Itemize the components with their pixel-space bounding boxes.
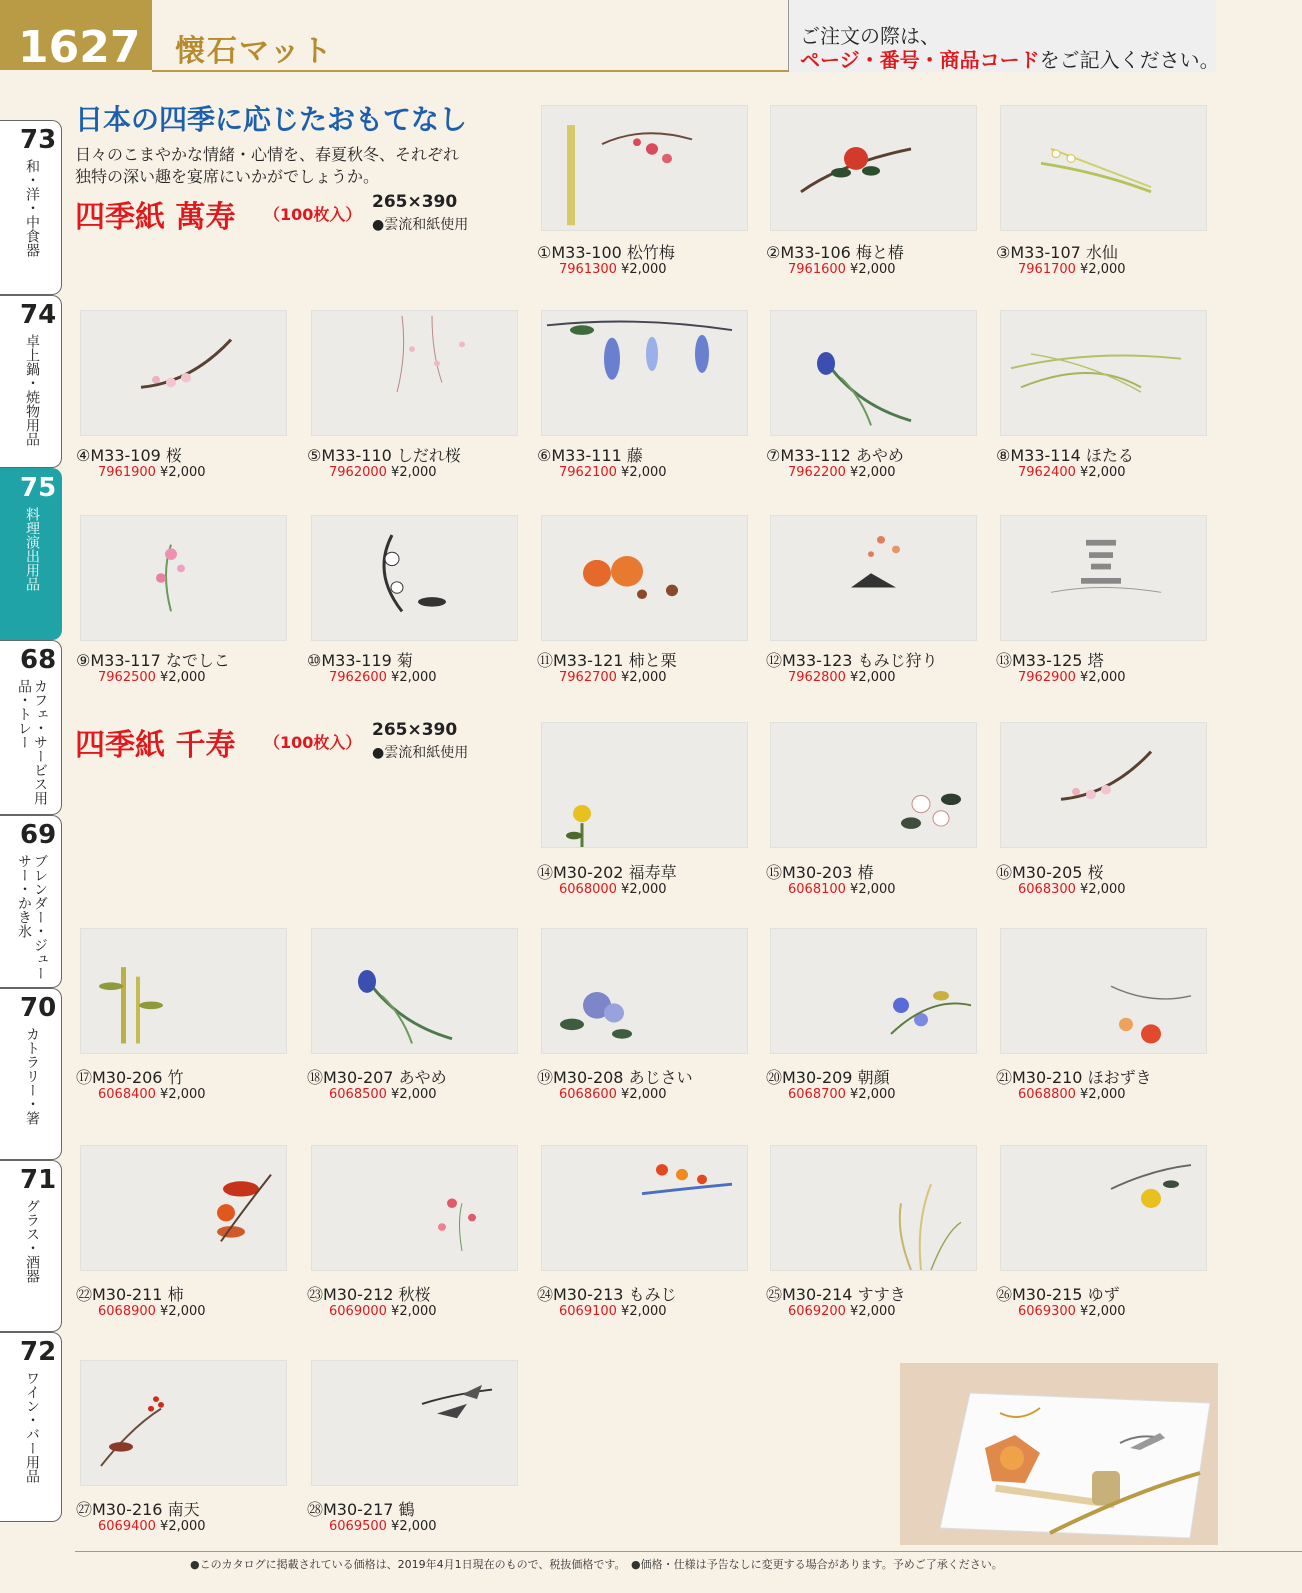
- product-image: [541, 105, 748, 231]
- product-image: [311, 928, 518, 1054]
- product-image: [541, 310, 748, 436]
- category-tab-label: ブレンダー・ジューサー・かき氷: [16, 854, 48, 980]
- product-code: 7962500: [98, 670, 156, 685]
- order-notice-rest: をご記入ください。: [1039, 48, 1220, 72]
- product-code-price: [559, 1304, 667, 1319]
- product-price: ¥2,000: [1080, 1087, 1126, 1102]
- product-code-price: [788, 670, 896, 685]
- product-image: [80, 1360, 287, 1486]
- page-number: 1627: [0, 0, 152, 70]
- category-tab-label: グラス・酒器: [24, 1199, 40, 1283]
- product-code: 7962200: [788, 465, 846, 480]
- order-notice-line1: ご注文の際は、: [800, 24, 940, 48]
- product-price: ¥2,000: [621, 262, 667, 277]
- product-image: [311, 515, 518, 641]
- category-tab-70[interactable]: [0, 988, 62, 1160]
- product-price: ¥2,000: [391, 1304, 437, 1319]
- product-code: 7961300: [559, 262, 617, 277]
- product-code: 6069100: [559, 1304, 617, 1319]
- product-code-price: [329, 1304, 437, 1319]
- product-code: 6068600: [559, 1087, 617, 1102]
- category-tab-number: 70: [20, 993, 57, 1023]
- footer-rule: [75, 1551, 1302, 1552]
- category-tab-label: 料理演出用品: [24, 507, 40, 591]
- product-image: [80, 1145, 287, 1271]
- product-code: 7962600: [329, 670, 387, 685]
- product-label: ⑬M33-125 塔: [996, 651, 1104, 670]
- category-tab-75[interactable]: [0, 468, 62, 640]
- product-code: 6069300: [1018, 1304, 1076, 1319]
- product-code-price: [559, 1087, 667, 1102]
- product-label: ①M33-100 松竹梅: [537, 243, 675, 262]
- product-price: ¥2,000: [850, 262, 896, 277]
- product-code-price: [559, 670, 667, 685]
- product-code: 6069200: [788, 1304, 846, 1319]
- product-code: 7962100: [559, 465, 617, 480]
- product-price: ¥2,000: [391, 1087, 437, 1102]
- product-price: ¥2,000: [621, 1304, 667, 1319]
- footer-note: ●このカタログに掲載されている価格は、2019年4月1日現在のもので、税抜価格です。 ●価格・仕様は予告なしに変更する場合があります。予めご了承ください。: [190, 1558, 1003, 1571]
- series-size: 265×390: [372, 720, 458, 740]
- product-image: [1000, 722, 1207, 848]
- product-image: [770, 515, 977, 641]
- product-label: ㉑M30-210 ほおずき: [996, 1068, 1152, 1087]
- product-price: ¥2,000: [391, 670, 437, 685]
- product-price: ¥2,000: [621, 465, 667, 480]
- product-price: ¥2,000: [621, 1087, 667, 1102]
- product-code-price: [1018, 1304, 1126, 1319]
- product-code: 6068300: [1018, 882, 1076, 897]
- product-code-price: [559, 882, 667, 897]
- product-code: 6069000: [329, 1304, 387, 1319]
- product-code: 7962400: [1018, 465, 1076, 480]
- intro-text-line1: 日々のこまやかな情緒・心情を、春夏秋冬、それぞれ: [75, 145, 460, 164]
- product-label: ⑲M30-208 あじさい: [537, 1068, 693, 1087]
- product-label: ㉘M30-217 鶴: [307, 1500, 415, 1519]
- product-price: ¥2,000: [160, 670, 206, 685]
- product-code: 6068400: [98, 1087, 156, 1102]
- product-price: ¥2,000: [160, 465, 206, 480]
- category-tab-label: カトラリー・箸: [24, 1027, 40, 1125]
- product-image: [770, 105, 977, 231]
- product-image: [80, 310, 287, 436]
- product-code: 7962900: [1018, 670, 1076, 685]
- order-notice-emphasis: ページ・番号・商品コード: [800, 48, 1040, 72]
- product-price: ¥2,000: [160, 1519, 206, 1534]
- category-tab-number: 74: [20, 300, 57, 330]
- category-tab-number: 69: [20, 820, 57, 850]
- product-label: ㉔M30-213 もみじ: [537, 1285, 677, 1304]
- product-code: 6068700: [788, 1087, 846, 1102]
- product-image: [1000, 310, 1207, 436]
- product-image: [541, 515, 748, 641]
- product-image: [541, 1145, 748, 1271]
- product-label: ⑩M33-119 菊: [307, 651, 413, 670]
- category-tab-72[interactable]: [0, 1332, 62, 1522]
- product-image: [1000, 1145, 1207, 1271]
- product-label: ㉓M30-212 秋桜: [307, 1285, 431, 1304]
- product-image: [311, 1145, 518, 1271]
- category-tab-73[interactable]: [0, 120, 62, 295]
- series-count: （100枚入）: [264, 733, 362, 752]
- product-code-price: [98, 1304, 206, 1319]
- category-tab-74[interactable]: [0, 295, 62, 468]
- product-price: ¥2,000: [160, 1087, 206, 1102]
- product-code-price: [98, 1087, 206, 1102]
- category-tab-label: ワイン・バー用品: [24, 1371, 40, 1483]
- product-label: ⑯M30-205 桜: [996, 863, 1104, 882]
- product-label: ㉗M30-216 南天: [76, 1500, 200, 1519]
- product-code-price: [559, 465, 667, 480]
- product-price: ¥2,000: [391, 1519, 437, 1534]
- product-label: ⑭M30-202 福寿草: [537, 863, 677, 882]
- product-price: ¥2,000: [1080, 465, 1126, 480]
- product-image: [770, 310, 977, 436]
- product-price: ¥2,000: [621, 882, 667, 897]
- product-code: 7962000: [329, 465, 387, 480]
- product-code-price: [788, 465, 896, 480]
- page-title: 懐石マット: [175, 34, 334, 69]
- product-code: 7962800: [788, 670, 846, 685]
- product-image: [1000, 928, 1207, 1054]
- product-price: ¥2,000: [850, 882, 896, 897]
- product-price: ¥2,000: [850, 465, 896, 480]
- product-image: [80, 928, 287, 1054]
- product-label: ⑨M33-117 なでしこ: [76, 651, 230, 670]
- product-label: ⑱M30-207 あやめ: [307, 1068, 447, 1087]
- product-price: ¥2,000: [621, 670, 667, 685]
- category-tab-label: カフェ・サービス用品・トレー: [16, 679, 48, 805]
- series-size: 265×390: [372, 192, 458, 212]
- product-price: ¥2,000: [160, 1304, 206, 1319]
- product-code-price: [1018, 262, 1126, 277]
- table-setting-photo: [900, 1363, 1218, 1545]
- product-code-price: [98, 1519, 206, 1534]
- product-label: ⑮M30-203 椿: [766, 863, 874, 882]
- category-tab-number: 71: [20, 1165, 57, 1195]
- product-image: [1000, 105, 1207, 231]
- product-code: 7961600: [788, 262, 846, 277]
- category-tab-label: 和・洋・中食器: [24, 159, 40, 257]
- series-note: ●雲流和紙使用: [372, 745, 469, 761]
- product-code-price: [98, 465, 206, 480]
- product-image: [770, 1145, 977, 1271]
- product-price: ¥2,000: [391, 465, 437, 480]
- category-tab-number: 75: [20, 473, 57, 503]
- product-code-price: [788, 882, 896, 897]
- product-label: ④M33-109 桜: [76, 446, 182, 465]
- product-label: ⑦M33-112 あやめ: [766, 446, 904, 465]
- product-code-price: [788, 1087, 896, 1102]
- product-label: ⑰M30-206 竹: [76, 1068, 184, 1087]
- product-price: ¥2,000: [850, 670, 896, 685]
- category-tab-number: 72: [20, 1337, 57, 1367]
- product-label: ⑪M33-121 柿と栗: [537, 651, 677, 670]
- series-count: （100枚入）: [264, 205, 362, 224]
- product-label: ⑫M33-123 もみじ狩り: [766, 651, 938, 670]
- product-price: ¥2,000: [1080, 670, 1126, 685]
- product-code: 7961900: [98, 465, 156, 480]
- product-code: 6068500: [329, 1087, 387, 1102]
- product-image: [311, 1360, 518, 1486]
- intro-text-line2: 独特の深い趣を宴席にいかがでしょうか。: [75, 167, 380, 186]
- product-code-price: [1018, 1087, 1126, 1102]
- product-image: [541, 928, 748, 1054]
- product-code: 6069500: [329, 1519, 387, 1534]
- category-tab-68[interactable]: [0, 640, 62, 815]
- product-code-price: [1018, 882, 1126, 897]
- product-code: 6068900: [98, 1304, 156, 1319]
- product-code-price: [329, 670, 437, 685]
- product-code-price: [329, 465, 437, 480]
- product-price: ¥2,000: [1080, 1304, 1126, 1319]
- product-code-price: [329, 1519, 437, 1534]
- product-label: ⑤M33-110 しだれ桜: [307, 446, 461, 465]
- product-label: ㉖M30-215 ゆず: [996, 1285, 1120, 1304]
- category-tab-69[interactable]: [0, 815, 62, 988]
- series-name: 四季紙 千寿: [75, 728, 236, 763]
- section-headline: 日本の四季に応じたおもてなし: [75, 103, 468, 136]
- product-label: ⑧M33-114 ほたる: [996, 446, 1134, 465]
- series-name: 四季紙 萬寿: [75, 200, 236, 235]
- product-price: ¥2,000: [1080, 882, 1126, 897]
- product-label: ⑥M33-111 藤: [537, 446, 643, 465]
- series-note: ●雲流和紙使用: [372, 217, 469, 233]
- product-label: ㉕M30-214 すすき: [766, 1285, 906, 1304]
- product-label: ⑳M30-209 朝顔: [766, 1068, 890, 1087]
- product-code-price: [559, 262, 667, 277]
- product-label: ③M33-107 水仙: [996, 243, 1118, 262]
- product-code: 6068800: [1018, 1087, 1076, 1102]
- product-image: [80, 515, 287, 641]
- product-code-price: [1018, 670, 1126, 685]
- order-notice-line2: [800, 44, 1220, 73]
- product-price: ¥2,000: [850, 1087, 896, 1102]
- category-tab-71[interactable]: [0, 1160, 62, 1332]
- product-code: 6068100: [788, 882, 846, 897]
- product-price: ¥2,000: [850, 1304, 896, 1319]
- product-image: [770, 928, 977, 1054]
- category-tab-label: 卓上鍋・焼物用品: [24, 334, 40, 446]
- product-code: 7961700: [1018, 262, 1076, 277]
- product-code: 6069400: [98, 1519, 156, 1534]
- product-price: ¥2,000: [1080, 262, 1126, 277]
- product-label: ②M33-106 梅と椿: [766, 243, 904, 262]
- product-code-price: [788, 1304, 896, 1319]
- category-tab-number: 73: [20, 125, 57, 155]
- product-image: [311, 310, 518, 436]
- product-image: [541, 722, 748, 848]
- product-code: 6068000: [559, 882, 617, 897]
- product-image: [1000, 515, 1207, 641]
- product-label: ㉒M30-211 柿: [76, 1285, 184, 1304]
- product-image: [770, 722, 977, 848]
- product-code-price: [98, 670, 206, 685]
- product-code-price: [788, 262, 896, 277]
- product-code: 7962700: [559, 670, 617, 685]
- category-tab-number: 68: [20, 645, 57, 675]
- product-code-price: [1018, 465, 1126, 480]
- product-code-price: [329, 1087, 437, 1102]
